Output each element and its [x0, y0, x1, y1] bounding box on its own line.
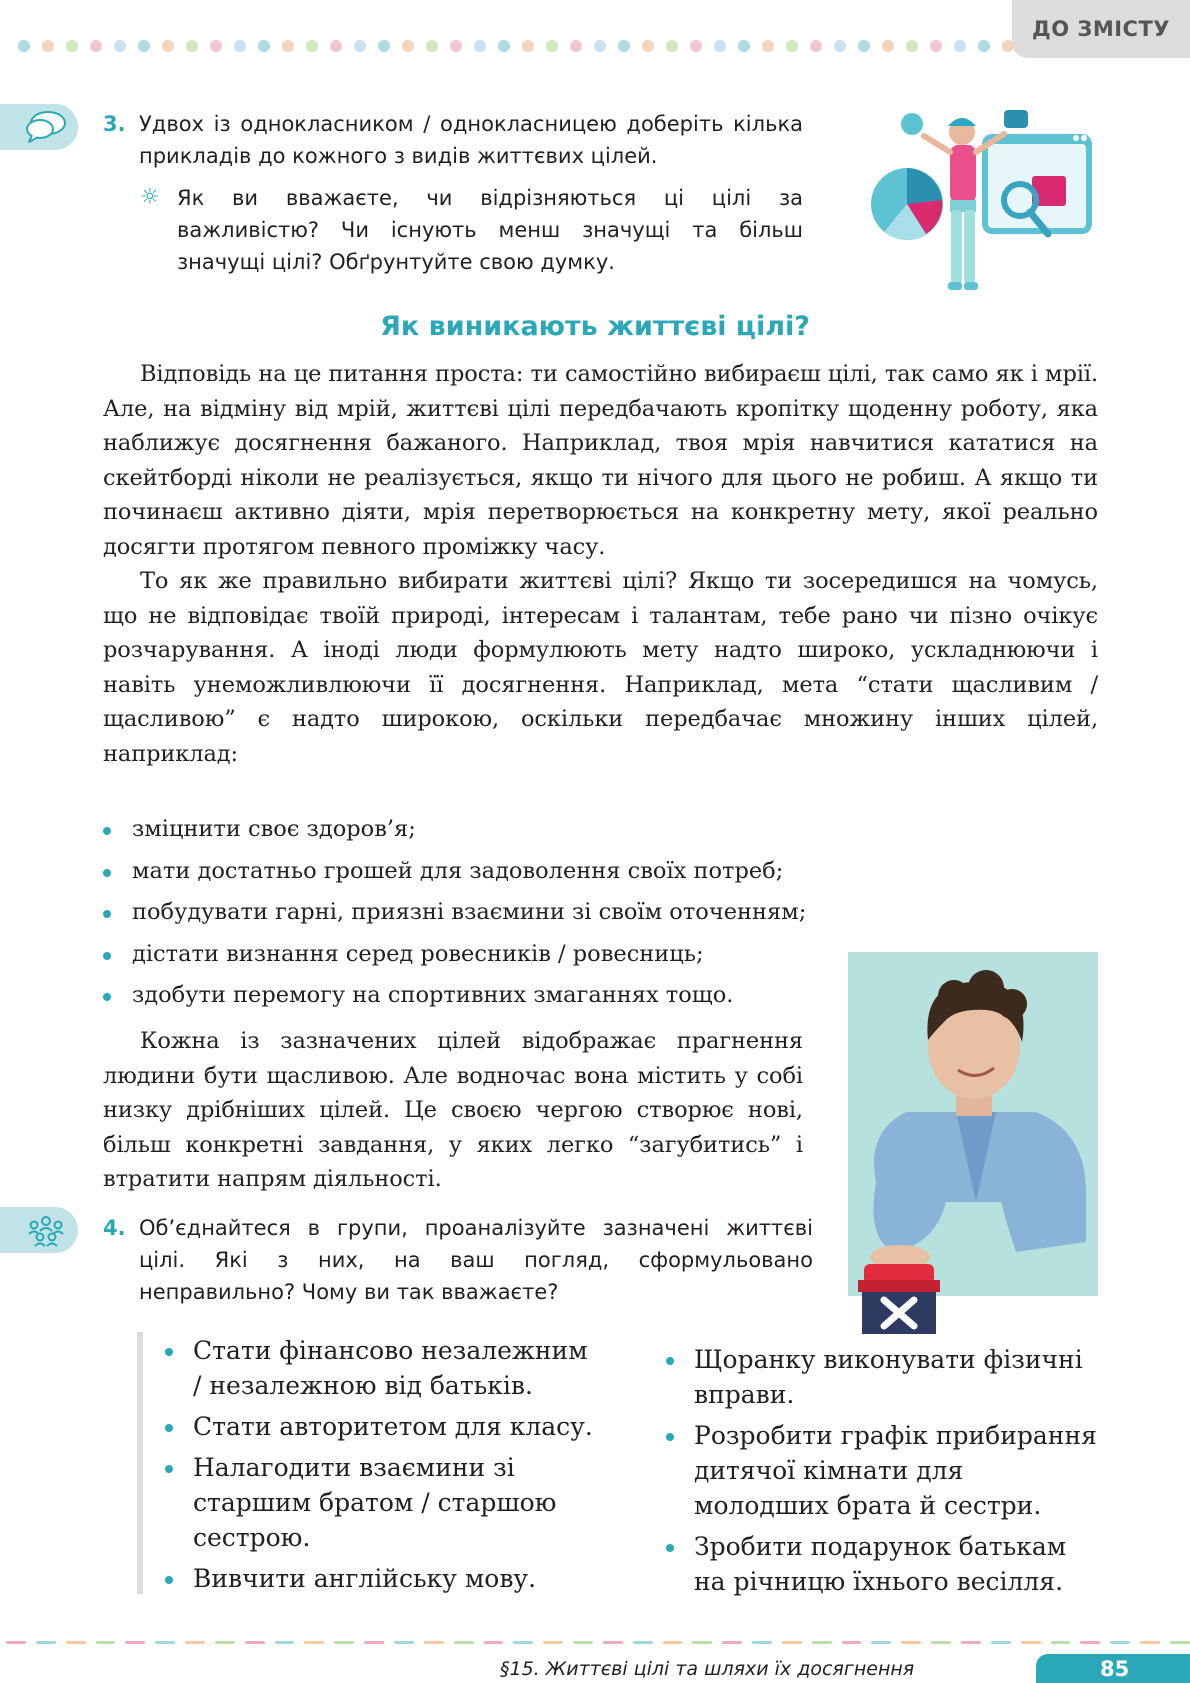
- dash-decoration: [394, 1641, 414, 1644]
- goals-bullet-list: [100, 809, 820, 1017]
- list-item: Стати фінансово незалежним / незалежною від батьків.: [163, 1333, 603, 1403]
- goals-left-list: [163, 1333, 603, 1602]
- paragraph-2: То як же правильно вибирати життєві цілі? Якщо ти зосередишся на чомусь, що не відповідає твоїй природі, інтересам і талантам, тебе рано чи пізно очікує розчарування. А іноді люди формулюють мету надто широко, ускладнюючи і навіть унеможливлюючи її досягнення. Наприклад, мета “стати щасливим / щасливою” є надто широкою, оскільки передбачає множину інших цілей, наприклад:: [103, 568, 1098, 767]
- section-heading: Як виникають життєві цілі?: [380, 311, 810, 342]
- list-item: Стати авторитетом для класу.: [163, 1409, 603, 1444]
- dot-decoration: [930, 40, 942, 52]
- dot-decoration: [450, 40, 462, 52]
- sun-icon: ☼: [140, 185, 160, 210]
- dot-decoration: [786, 40, 798, 52]
- paragraph-1: Відповідь на це питання проста: ти самостійно вибираєш цілі, так само як і мрії. Але, на відміну від мрій, життєві цілі передбачають кропітку щоденну роботу, яка наближує досягнення бажаного. Наприклад, твоя мрія навчитися кататися на скейтборді ніколи не реалізується, якщо ти нічого для цього не робиш. А якщо ти починаєш активно діяти, мрія перетворюється на конкретну мету, якої реально досягти протягом певного проміжку часу.: [103, 361, 1098, 560]
- dash-decoration: [1021, 1641, 1041, 1644]
- dot-decoration: [138, 40, 150, 52]
- task-3-text: Удвох із однокласником / однокласницею доберіть кілька прикладів до кожного з видів життєвих цілей.: [139, 112, 803, 168]
- dash-decoration: [66, 1641, 86, 1644]
- dash-decoration: [901, 1641, 921, 1644]
- task-3: [103, 108, 803, 172]
- dot-decoration: [762, 40, 774, 52]
- dash-decoration: [215, 1641, 235, 1644]
- dot-decoration: [546, 40, 558, 52]
- dot-decoration: [90, 40, 102, 52]
- dash-decoration: [484, 1641, 504, 1644]
- dash-decoration: [991, 1641, 1011, 1644]
- dot-decoration: [690, 40, 702, 52]
- dash-decoration: [633, 1641, 653, 1644]
- dash-decoration: [663, 1641, 683, 1644]
- dash-decoration: [543, 1641, 563, 1644]
- task-3-subquestion: [140, 182, 803, 278]
- task-4-text: Об’єднайтеся в групи, проаналізуйте зазначені життєві цілі. Які з них, на ваш погляд, сформульовано неправильно? Чому ви так вважаєте?: [139, 1216, 813, 1304]
- dash-decoration: [573, 1641, 593, 1644]
- task-4: [103, 1212, 813, 1308]
- dash-decoration: [722, 1641, 742, 1644]
- dot-decoration: [738, 40, 750, 52]
- dot-decoration: [258, 40, 270, 52]
- task-3-subquestion-text: Як ви вважаєте, чи відрізняються ці цілі за важливістю? Чи існують менш значущі та більш значущі цілі? Обґрунтуйте свою думку.: [177, 186, 803, 274]
- dash-decoration: [513, 1641, 533, 1644]
- dot-decoration: [402, 40, 414, 52]
- woman-with-button-photo: [836, 952, 1111, 1334]
- dash-decoration: [275, 1641, 295, 1644]
- body-text-2: [103, 1024, 803, 1197]
- dash-decoration: [1051, 1641, 1071, 1644]
- dot-decoration: [498, 40, 510, 52]
- dash-decoration: [842, 1641, 862, 1644]
- list-item: побудувати гарні, приязні взаємини зі своїм оточенням;: [100, 892, 820, 934]
- group-work-tab: [0, 1207, 78, 1253]
- speech-bubbles-icon: [24, 110, 68, 144]
- dot-decoration: [210, 40, 222, 52]
- discussion-tab: [0, 104, 78, 150]
- dash-decoration: [155, 1641, 175, 1644]
- dash-decoration: [125, 1641, 145, 1644]
- dash-decoration: [782, 1641, 802, 1644]
- dot-decoration: [18, 40, 30, 52]
- dot-decoration: [42, 40, 54, 52]
- list-item: зміцнити своє здоров’я;: [100, 809, 820, 851]
- dash-decoration: [424, 1641, 444, 1644]
- paragraph-3: Кожна із зазначених цілей відображає прагнення людини бути щасливою. Але водночас вона містить у собі низку дрібніших цілей. Це своєю чергою створює нові, більш конкретні завдання, у яких легко “загубитись” і втратити напрям діяльності.: [103, 1028, 803, 1192]
- dot-decoration: [642, 40, 654, 52]
- list-item: Розробити графік прибирання дитячої кімнати для молодших брата й сестри.: [664, 1418, 1104, 1523]
- dash-decoration: [364, 1641, 384, 1644]
- list-item: Зробити подарунок батькам на річницю їхнього весілля.: [664, 1529, 1104, 1599]
- group-icon: [24, 1212, 68, 1248]
- dash-decoration: [6, 1641, 26, 1644]
- dash-decoration: [1140, 1641, 1160, 1644]
- list-item: здобути перемогу на спортивних змаганнях тощо.: [100, 975, 820, 1017]
- dash-decoration: [454, 1641, 474, 1644]
- dash-decoration: [961, 1641, 981, 1644]
- dash-decoration: [931, 1641, 951, 1644]
- dash-decoration: [36, 1641, 56, 1644]
- dot-decoration: [618, 40, 630, 52]
- dash-decoration: [812, 1641, 832, 1644]
- dot-decoration: [378, 40, 390, 52]
- dot-decoration: [66, 40, 78, 52]
- dot-decoration: [522, 40, 534, 52]
- task-4-number: 4.: [103, 1216, 126, 1240]
- dash-decoration: [871, 1641, 891, 1644]
- dot-decoration: [594, 40, 606, 52]
- dash-decoration: [1080, 1641, 1100, 1644]
- top-dots-decoration: [18, 40, 1018, 56]
- dot-decoration: [882, 40, 894, 52]
- dot-decoration: [474, 40, 486, 52]
- dot-decoration: [282, 40, 294, 52]
- goals-right-list: [664, 1342, 1104, 1605]
- list-item: Налагодити взаємини зі старшим братом / старшою сестрою.: [163, 1450, 603, 1555]
- body-text-1: [103, 357, 1098, 771]
- list-item: дістати визнання серед ровесників / ровесниць;: [100, 934, 820, 976]
- dash-decoration: [692, 1641, 712, 1644]
- dash-decoration: [752, 1641, 772, 1644]
- dot-decoration: [330, 40, 342, 52]
- page-number: 85: [1036, 1654, 1190, 1683]
- dash-decoration: [1110, 1641, 1130, 1644]
- task-3-number: 3.: [103, 112, 126, 136]
- goals-illustration: [862, 104, 1100, 300]
- dash-decoration: [304, 1641, 324, 1644]
- dot-decoration: [162, 40, 174, 52]
- dash-decoration: [185, 1641, 205, 1644]
- dot-decoration: [834, 40, 846, 52]
- dot-decoration: [906, 40, 918, 52]
- dash-decoration: [334, 1641, 354, 1644]
- dot-decoration: [186, 40, 198, 52]
- dot-decoration: [954, 40, 966, 52]
- list-item: Вивчити англійську мову.: [163, 1561, 603, 1596]
- footer-section-title: §15. Життєві цілі та шляхи їх досягнення: [500, 1658, 915, 1680]
- toc-link[interactable]: ДО ЗМІСТУ: [1012, 0, 1190, 58]
- list-item: Щоранку виконувати фізичні вправи.: [664, 1342, 1104, 1412]
- dot-decoration: [234, 40, 246, 52]
- dot-decoration: [666, 40, 678, 52]
- dot-decoration: [306, 40, 318, 52]
- dash-decoration: [1170, 1641, 1190, 1644]
- dash-decoration: [603, 1641, 623, 1644]
- goals-quote-bar: [137, 1332, 143, 1594]
- footer-dashes-decoration: [0, 1641, 1190, 1645]
- dash-decoration: [96, 1641, 116, 1644]
- dot-decoration: [426, 40, 438, 52]
- dot-decoration: [114, 40, 126, 52]
- dot-decoration: [714, 40, 726, 52]
- dot-decoration: [978, 40, 990, 52]
- dot-decoration: [570, 40, 582, 52]
- list-item: мати достатньо грошей для задоволення своїх потреб;: [100, 851, 820, 893]
- dot-decoration: [810, 40, 822, 52]
- dash-decoration: [245, 1641, 265, 1644]
- dot-decoration: [354, 40, 366, 52]
- dot-decoration: [858, 40, 870, 52]
